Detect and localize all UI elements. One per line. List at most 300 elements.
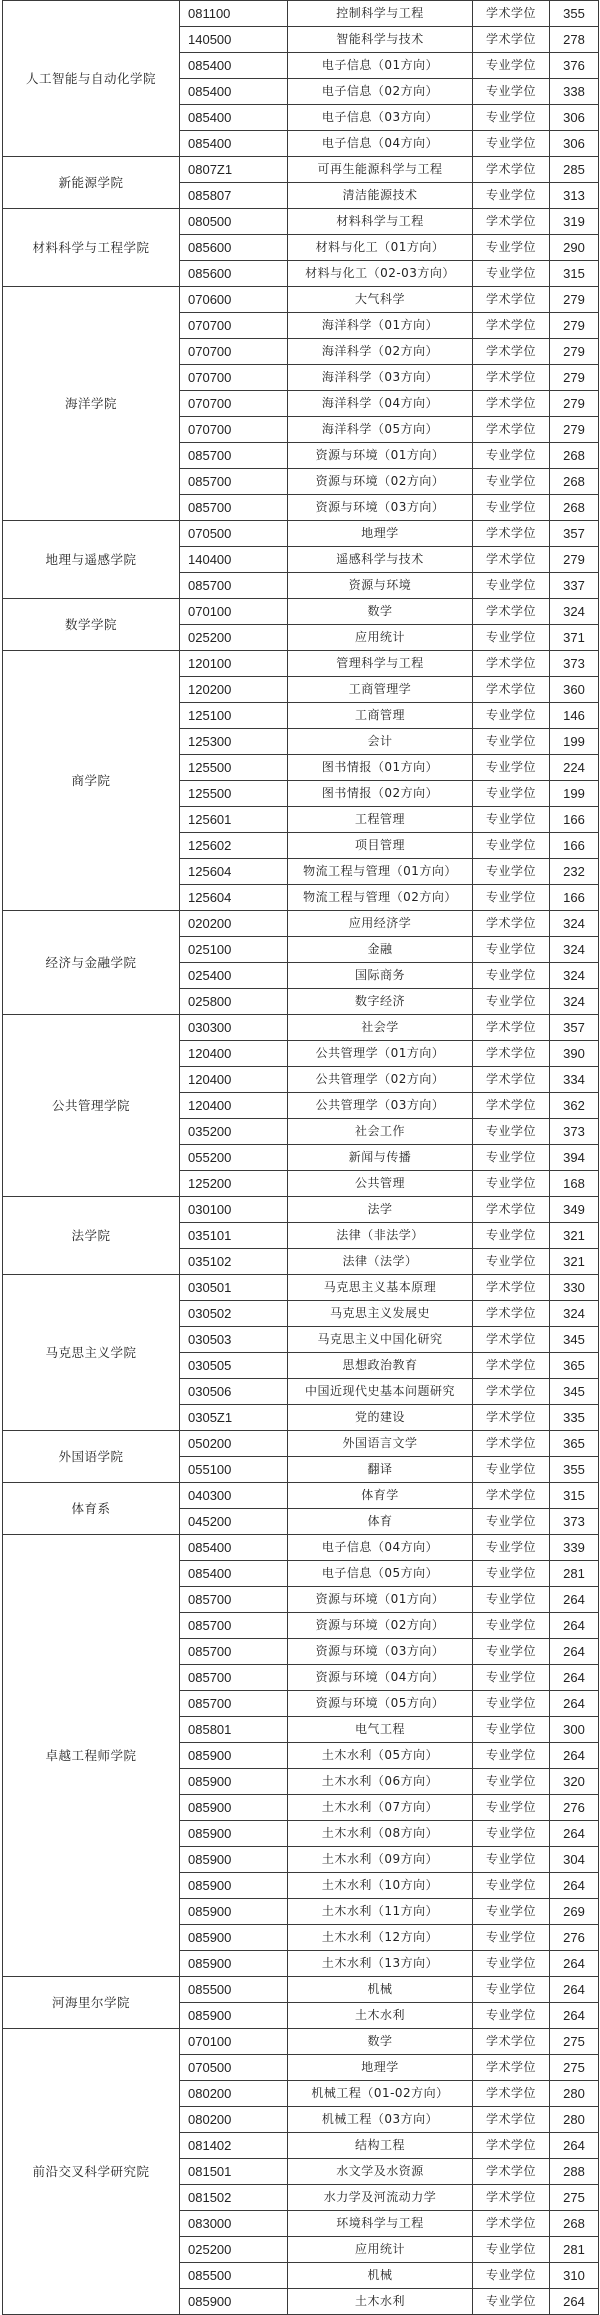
college-name-cell: 前沿交叉科学研究院 (3, 2029, 180, 2315)
degree-type-cell: 专业学位 (473, 729, 550, 755)
degree-type-cell: 学术学位 (473, 521, 550, 547)
score-cell: 324 (550, 989, 599, 1015)
degree-type-cell: 专业学位 (473, 1561, 550, 1587)
major-code-cell: 035102 (180, 1249, 288, 1275)
score-cell: 279 (550, 339, 599, 365)
score-cell: 357 (550, 521, 599, 547)
major-code-cell: 070700 (180, 417, 288, 443)
score-cell: 199 (550, 781, 599, 807)
table-row (3, 521, 599, 547)
major-name-cell: 公共管理学（02方向） (288, 1067, 473, 1093)
degree-type-cell: 学术学位 (473, 1041, 550, 1067)
major-name-cell: 体育学 (288, 1483, 473, 1509)
major-name-cell: 电子信息（03方向） (288, 105, 473, 131)
major-name-cell: 物流工程与管理（02方向） (288, 885, 473, 911)
degree-type-cell: 学术学位 (473, 2029, 550, 2055)
major-code-cell: 125601 (180, 807, 288, 833)
major-code-cell: 125300 (180, 729, 288, 755)
score-cell: 306 (550, 105, 599, 131)
major-code-cell: 125604 (180, 859, 288, 885)
major-name-cell: 工商管理学 (288, 677, 473, 703)
degree-type-cell: 学术学位 (473, 547, 550, 573)
degree-type-cell: 专业学位 (473, 183, 550, 209)
score-cell: 306 (550, 131, 599, 157)
major-name-cell: 工程管理 (288, 807, 473, 833)
major-name-cell: 土木水利（11方向） (288, 1899, 473, 1925)
major-code-cell: 085900 (180, 1899, 288, 1925)
major-code-cell: 085900 (180, 1821, 288, 1847)
major-code-cell: 070600 (180, 287, 288, 313)
degree-type-cell: 学术学位 (473, 1405, 550, 1431)
major-code-cell: 125500 (180, 781, 288, 807)
major-code-cell: 025200 (180, 625, 288, 651)
major-name-cell: 社会学 (288, 1015, 473, 1041)
degree-type-cell: 专业学位 (473, 79, 550, 105)
score-cell: 355 (550, 1, 599, 27)
score-cell: 268 (550, 469, 599, 495)
degree-type-cell: 专业学位 (473, 1977, 550, 2003)
major-code-cell: 055100 (180, 1457, 288, 1483)
degree-type-cell: 专业学位 (473, 1691, 550, 1717)
major-code-cell: 030300 (180, 1015, 288, 1041)
major-name-cell: 材料与化工（01方向） (288, 235, 473, 261)
major-code-cell: 070700 (180, 391, 288, 417)
degree-type-cell: 专业学位 (473, 989, 550, 1015)
major-code-cell: 081402 (180, 2133, 288, 2159)
major-name-cell: 法律（法学） (288, 1249, 473, 1275)
table-row (3, 1431, 599, 1457)
score-cell: 362 (550, 1093, 599, 1119)
major-name-cell: 土木水利（12方向） (288, 1925, 473, 1951)
major-code-cell: 080200 (180, 2107, 288, 2133)
degree-type-cell: 学术学位 (473, 1379, 550, 1405)
degree-type-cell: 专业学位 (473, 2263, 550, 2289)
table-row (3, 1535, 599, 1561)
score-cell: 373 (550, 1509, 599, 1535)
major-name-cell: 体育 (288, 1509, 473, 1535)
score-cell: 264 (550, 1951, 599, 1977)
score-cell: 324 (550, 911, 599, 937)
score-cell: 300 (550, 1717, 599, 1743)
major-name-cell: 土木水利（07方向） (288, 1795, 473, 1821)
major-name-cell: 数学 (288, 599, 473, 625)
degree-type-cell: 学术学位 (473, 1431, 550, 1457)
major-name-cell: 图书情报（01方向） (288, 755, 473, 781)
major-code-cell: 030506 (180, 1379, 288, 1405)
degree-type-cell: 学术学位 (473, 1067, 550, 1093)
degree-type-cell: 学术学位 (473, 1275, 550, 1301)
score-cell: 166 (550, 807, 599, 833)
degree-type-cell: 专业学位 (473, 1769, 550, 1795)
major-name-cell: 电气工程 (288, 1717, 473, 1743)
major-code-cell: 070700 (180, 313, 288, 339)
major-code-cell: 035101 (180, 1223, 288, 1249)
score-cell: 345 (550, 1327, 599, 1353)
score-cell: 281 (550, 1561, 599, 1587)
major-code-cell: 085807 (180, 183, 288, 209)
score-cell: 365 (550, 1353, 599, 1379)
table-row (3, 209, 599, 235)
major-name-cell: 社会工作 (288, 1119, 473, 1145)
degree-type-cell: 专业学位 (473, 1509, 550, 1535)
major-name-cell: 应用经济学 (288, 911, 473, 937)
degree-type-cell: 学术学位 (473, 651, 550, 677)
score-cell: 390 (550, 1041, 599, 1067)
major-name-cell: 电子信息（02方向） (288, 79, 473, 105)
major-code-cell: 025400 (180, 963, 288, 989)
degree-type-cell: 专业学位 (473, 703, 550, 729)
major-code-cell: 081501 (180, 2159, 288, 2185)
major-code-cell: 025200 (180, 2237, 288, 2263)
major-code-cell: 140400 (180, 547, 288, 573)
score-cell: 345 (550, 1379, 599, 1405)
score-table (2, 0, 599, 2315)
degree-type-cell: 专业学位 (473, 859, 550, 885)
degree-type-cell: 学术学位 (473, 27, 550, 53)
major-name-cell: 智能科学与技术 (288, 27, 473, 53)
major-name-cell: 机械 (288, 1977, 473, 2003)
degree-type-cell: 学术学位 (473, 2133, 550, 2159)
major-code-cell: 085400 (180, 79, 288, 105)
score-cell: 376 (550, 53, 599, 79)
major-code-cell: 085900 (180, 1847, 288, 1873)
major-code-cell: 085900 (180, 1951, 288, 1977)
major-name-cell: 机械工程（03方向） (288, 2107, 473, 2133)
score-cell: 264 (550, 1821, 599, 1847)
score-cell: 335 (550, 1405, 599, 1431)
major-name-cell: 地理学 (288, 2055, 473, 2081)
major-code-cell: 085400 (180, 131, 288, 157)
major-code-cell: 085900 (180, 1743, 288, 1769)
college-name-cell: 体育系 (3, 1483, 180, 1535)
score-cell: 324 (550, 937, 599, 963)
major-code-cell: 055200 (180, 1145, 288, 1171)
college-name-cell: 商学院 (3, 651, 180, 911)
score-cell: 264 (550, 2133, 599, 2159)
degree-type-cell: 专业学位 (473, 1587, 550, 1613)
college-name-cell: 地理与遥感学院 (3, 521, 180, 599)
score-cell: 324 (550, 1301, 599, 1327)
degree-type-cell: 专业学位 (473, 261, 550, 287)
major-code-cell: 125602 (180, 833, 288, 859)
degree-type-cell: 学术学位 (473, 2055, 550, 2081)
major-name-cell: 法学 (288, 1197, 473, 1223)
score-cell: 360 (550, 677, 599, 703)
major-name-cell: 公共管理学（03方向） (288, 1093, 473, 1119)
degree-type-cell: 专业学位 (473, 1171, 550, 1197)
major-code-cell: 085700 (180, 1587, 288, 1613)
score-cell: 279 (550, 547, 599, 573)
major-code-cell: 070100 (180, 2029, 288, 2055)
score-cell: 268 (550, 443, 599, 469)
degree-type-cell: 专业学位 (473, 885, 550, 911)
degree-type-cell: 学术学位 (473, 1197, 550, 1223)
score-cell: 264 (550, 1665, 599, 1691)
degree-type-cell: 学术学位 (473, 1327, 550, 1353)
major-name-cell: 资源与环境（03方向） (288, 495, 473, 521)
major-name-cell: 管理科学与工程 (288, 651, 473, 677)
score-cell: 315 (550, 1483, 599, 1509)
major-code-cell: 080200 (180, 2081, 288, 2107)
degree-type-cell: 专业学位 (473, 1951, 550, 1977)
major-name-cell: 资源与环境（02方向） (288, 469, 473, 495)
degree-type-cell: 专业学位 (473, 1457, 550, 1483)
major-code-cell: 085900 (180, 2003, 288, 2029)
degree-type-cell: 学术学位 (473, 1093, 550, 1119)
score-cell: 264 (550, 1873, 599, 1899)
major-name-cell: 海洋科学（01方向） (288, 313, 473, 339)
major-code-cell: 085700 (180, 1613, 288, 1639)
college-name-cell: 法学院 (3, 1197, 180, 1275)
score-cell: 290 (550, 235, 599, 261)
college-name-cell: 材料科学与工程学院 (3, 209, 180, 287)
score-cell: 373 (550, 651, 599, 677)
degree-type-cell: 专业学位 (473, 1613, 550, 1639)
degree-type-cell: 学术学位 (473, 157, 550, 183)
score-cell: 279 (550, 417, 599, 443)
major-code-cell: 081100 (180, 1, 288, 27)
major-code-cell: 070700 (180, 339, 288, 365)
major-code-cell: 085600 (180, 235, 288, 261)
college-name-cell: 经济与金融学院 (3, 911, 180, 1015)
major-code-cell: 085400 (180, 105, 288, 131)
score-cell: 324 (550, 599, 599, 625)
major-code-cell: 085700 (180, 495, 288, 521)
major-name-cell: 机械工程（01-02方向） (288, 2081, 473, 2107)
major-name-cell: 土木水利（10方向） (288, 1873, 473, 1899)
college-name-cell: 外国语学院 (3, 1431, 180, 1483)
degree-type-cell: 专业学位 (473, 2289, 550, 2315)
major-name-cell: 遥感科学与技术 (288, 547, 473, 573)
degree-type-cell: 专业学位 (473, 1639, 550, 1665)
score-cell: 264 (550, 2003, 599, 2029)
major-name-cell: 水力学及河流动力学 (288, 2185, 473, 2211)
major-name-cell: 思想政治教育 (288, 1353, 473, 1379)
degree-type-cell: 专业学位 (473, 963, 550, 989)
score-cell: 269 (550, 1899, 599, 1925)
major-name-cell: 项目管理 (288, 833, 473, 859)
score-cell: 373 (550, 1119, 599, 1145)
major-name-cell: 电子信息（04方向） (288, 1535, 473, 1561)
major-name-cell: 土木水利（05方向） (288, 1743, 473, 1769)
major-code-cell: 085700 (180, 443, 288, 469)
score-cell: 320 (550, 1769, 599, 1795)
score-cell: 330 (550, 1275, 599, 1301)
degree-type-cell: 专业学位 (473, 2237, 550, 2263)
major-name-cell: 中国近现代史基本问题研究 (288, 1379, 473, 1405)
score-cell: 334 (550, 1067, 599, 1093)
degree-type-cell: 专业学位 (473, 937, 550, 963)
degree-type-cell: 专业学位 (473, 443, 550, 469)
degree-type-cell: 专业学位 (473, 2003, 550, 2029)
major-code-cell: 040300 (180, 1483, 288, 1509)
major-code-cell: 025100 (180, 937, 288, 963)
table-row (3, 599, 599, 625)
score-cell: 166 (550, 833, 599, 859)
score-cell: 268 (550, 495, 599, 521)
score-table-body (3, 1, 599, 2315)
score-cell: 275 (550, 2029, 599, 2055)
major-code-cell: 125100 (180, 703, 288, 729)
major-name-cell: 应用统计 (288, 2237, 473, 2263)
major-code-cell: 140500 (180, 27, 288, 53)
degree-type-cell: 专业学位 (473, 131, 550, 157)
major-code-cell: 125200 (180, 1171, 288, 1197)
major-name-cell: 马克思主义基本原理 (288, 1275, 473, 1301)
score-cell: 310 (550, 2263, 599, 2289)
major-code-cell: 085500 (180, 2263, 288, 2289)
degree-type-cell: 学术学位 (473, 911, 550, 937)
score-cell: 355 (550, 1457, 599, 1483)
major-code-cell: 081502 (180, 2185, 288, 2211)
degree-type-cell: 专业学位 (473, 495, 550, 521)
degree-type-cell: 学术学位 (473, 1301, 550, 1327)
table-row (3, 2029, 599, 2055)
major-code-cell: 0305Z1 (180, 1405, 288, 1431)
major-name-cell: 海洋科学（05方向） (288, 417, 473, 443)
degree-type-cell: 专业学位 (473, 807, 550, 833)
degree-type-cell: 学术学位 (473, 365, 550, 391)
major-code-cell: 030503 (180, 1327, 288, 1353)
major-code-cell: 070100 (180, 599, 288, 625)
major-name-cell: 物流工程与管理（01方向） (288, 859, 473, 885)
degree-type-cell: 专业学位 (473, 1873, 550, 1899)
major-code-cell: 045200 (180, 1509, 288, 1535)
major-code-cell: 0807Z1 (180, 157, 288, 183)
score-cell: 168 (550, 1171, 599, 1197)
degree-type-cell: 专业学位 (473, 469, 550, 495)
major-code-cell: 085700 (180, 469, 288, 495)
degree-type-cell: 专业学位 (473, 1717, 550, 1743)
college-name-cell: 卓越工程师学院 (3, 1535, 180, 1977)
table-row (3, 651, 599, 677)
major-code-cell: 085900 (180, 1795, 288, 1821)
major-name-cell: 土木水利（09方向） (288, 1847, 473, 1873)
score-cell: 264 (550, 1587, 599, 1613)
score-cell: 264 (550, 1691, 599, 1717)
major-name-cell: 马克思主义发展史 (288, 1301, 473, 1327)
major-code-cell: 080500 (180, 209, 288, 235)
major-code-cell: 120400 (180, 1093, 288, 1119)
major-name-cell: 国际商务 (288, 963, 473, 989)
major-name-cell: 资源与环境（01方向） (288, 1587, 473, 1613)
major-code-cell: 125500 (180, 755, 288, 781)
college-name-cell: 公共管理学院 (3, 1015, 180, 1197)
score-cell: 199 (550, 729, 599, 755)
major-code-cell: 085801 (180, 1717, 288, 1743)
major-name-cell: 材料科学与工程 (288, 209, 473, 235)
major-code-cell: 030100 (180, 1197, 288, 1223)
major-name-cell: 资源与环境 (288, 573, 473, 599)
degree-type-cell: 专业学位 (473, 1847, 550, 1873)
major-name-cell: 清洁能源技术 (288, 183, 473, 209)
major-code-cell: 085400 (180, 1561, 288, 1587)
major-name-cell: 翻译 (288, 1457, 473, 1483)
degree-type-cell: 专业学位 (473, 1925, 550, 1951)
major-code-cell: 070500 (180, 521, 288, 547)
major-name-cell: 电子信息（01方向） (288, 53, 473, 79)
major-code-cell: 085900 (180, 1769, 288, 1795)
degree-type-cell: 学术学位 (473, 599, 550, 625)
major-name-cell: 土木水利（13方向） (288, 1951, 473, 1977)
score-cell: 264 (550, 1977, 599, 2003)
major-code-cell: 085400 (180, 1535, 288, 1561)
major-name-cell: 资源与环境（03方向） (288, 1639, 473, 1665)
degree-type-cell: 学术学位 (473, 417, 550, 443)
score-cell: 280 (550, 2081, 599, 2107)
score-cell: 280 (550, 2107, 599, 2133)
degree-type-cell: 专业学位 (473, 781, 550, 807)
major-code-cell: 035200 (180, 1119, 288, 1145)
major-code-cell: 120400 (180, 1067, 288, 1093)
degree-type-cell: 学术学位 (473, 1, 550, 27)
score-cell: 315 (550, 261, 599, 287)
table-row (3, 1015, 599, 1041)
major-name-cell: 材料与化工（02-03方向） (288, 261, 473, 287)
major-name-cell: 公共管理 (288, 1171, 473, 1197)
degree-type-cell: 专业学位 (473, 1665, 550, 1691)
major-name-cell: 结构工程 (288, 2133, 473, 2159)
score-cell: 365 (550, 1431, 599, 1457)
degree-type-cell: 学术学位 (473, 2185, 550, 2211)
major-code-cell: 085700 (180, 1691, 288, 1717)
degree-type-cell: 专业学位 (473, 1821, 550, 1847)
major-name-cell: 大气科学 (288, 287, 473, 313)
major-name-cell: 资源与环境（02方向） (288, 1613, 473, 1639)
degree-type-cell: 专业学位 (473, 53, 550, 79)
college-name-cell: 数学学院 (3, 599, 180, 651)
major-name-cell: 会计 (288, 729, 473, 755)
major-name-cell: 马克思主义中国化研究 (288, 1327, 473, 1353)
degree-type-cell: 专业学位 (473, 1145, 550, 1171)
major-name-cell: 法律（非法学） (288, 1223, 473, 1249)
major-name-cell: 数字经济 (288, 989, 473, 1015)
degree-type-cell: 学术学位 (473, 209, 550, 235)
score-cell: 275 (550, 2185, 599, 2211)
major-code-cell: 020200 (180, 911, 288, 937)
major-code-cell: 085900 (180, 1925, 288, 1951)
score-cell: 394 (550, 1145, 599, 1171)
college-name-cell: 新能源学院 (3, 157, 180, 209)
degree-type-cell: 学术学位 (473, 287, 550, 313)
table-row (3, 157, 599, 183)
score-cell: 279 (550, 365, 599, 391)
degree-type-cell: 专业学位 (473, 1119, 550, 1145)
major-code-cell: 085600 (180, 261, 288, 287)
score-cell: 224 (550, 755, 599, 781)
degree-type-cell: 学术学位 (473, 2211, 550, 2237)
major-code-cell: 050200 (180, 1431, 288, 1457)
degree-type-cell: 学术学位 (473, 339, 550, 365)
degree-type-cell: 专业学位 (473, 573, 550, 599)
score-cell: 276 (550, 1795, 599, 1821)
degree-type-cell: 学术学位 (473, 1483, 550, 1509)
score-cell: 279 (550, 287, 599, 313)
major-name-cell: 电子信息（05方向） (288, 1561, 473, 1587)
degree-type-cell: 专业学位 (473, 235, 550, 261)
college-name-cell: 人工智能与自动化学院 (3, 1, 180, 157)
college-name-cell: 马克思主义学院 (3, 1275, 180, 1431)
degree-type-cell: 学术学位 (473, 391, 550, 417)
major-name-cell: 金融 (288, 937, 473, 963)
major-code-cell: 120200 (180, 677, 288, 703)
degree-type-cell: 专业学位 (473, 1223, 550, 1249)
major-code-cell: 120100 (180, 651, 288, 677)
score-cell: 146 (550, 703, 599, 729)
score-cell: 304 (550, 1847, 599, 1873)
table-row (3, 1977, 599, 2003)
major-code-cell: 025800 (180, 989, 288, 1015)
